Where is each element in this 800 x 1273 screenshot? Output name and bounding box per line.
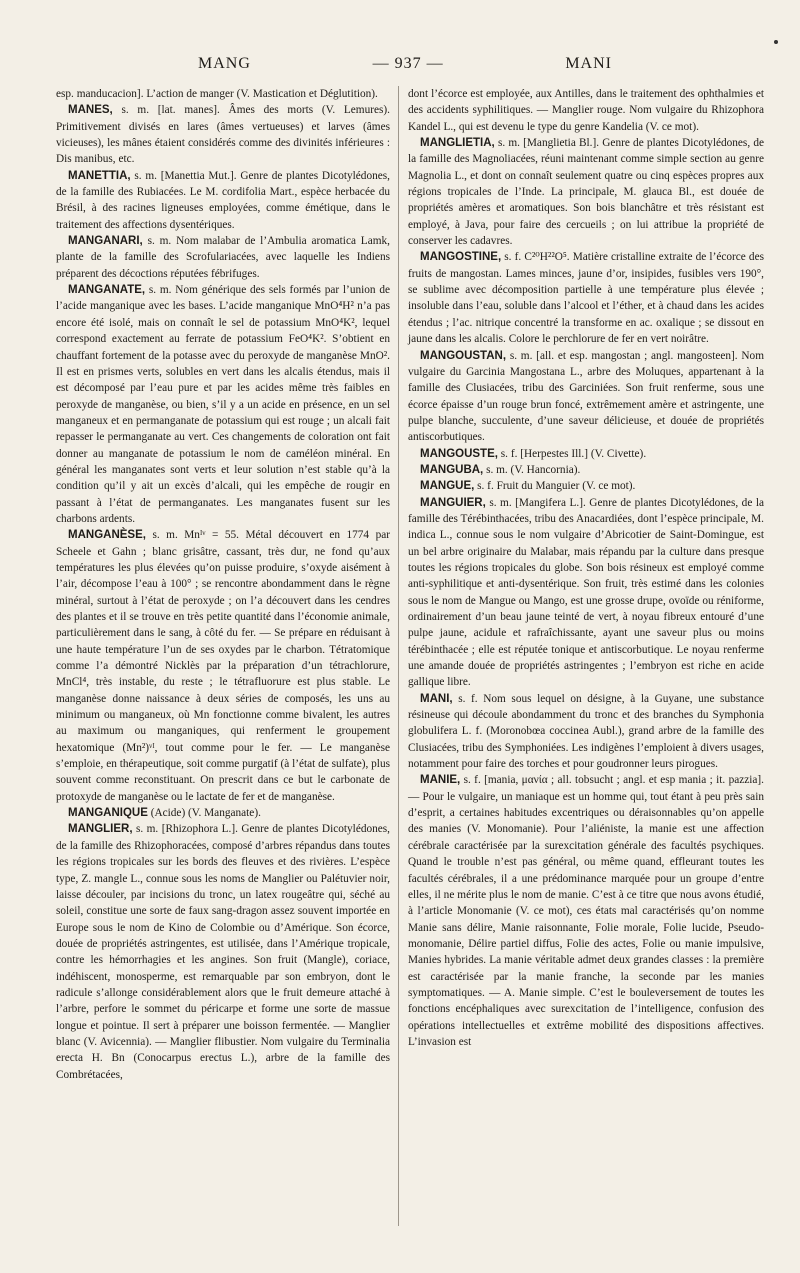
entry-text: s. m. (V. Hancornia). (486, 463, 581, 476)
header-right-guide-word: MANI (565, 55, 612, 72)
dictionary-entry (56, 527, 390, 805)
entry-headword: MANGANÈSE, (68, 529, 146, 542)
entry-text: s. m. [Rhizophora L.]. Genre de plantes Dicotylédones, de la famille des Rhizophoracées, composé d’arbres répandus dans toutes les régions tropicales sur les bords des fleuves et des rivières. L’espèce type, Z. mangle L., connue sous les noms de Manglier ou Palétuvier noir, laisse découler, par incisions du tronc, un latex rougeâtre qui, séché au soleil, constitue une sorte de faux sang-dragon assez souvent importée en Europe sous le nom de Kino de Colombie ou d’Amérique. Son écorce, douée de propriétés astringentes, est utilisée, dans l’Amérique tropicale, contre les hémorrhagies et les angines. Son fruit (Mangle), coriace, indéhiscent, monosperme, est remarquable par son embryon, dont le radicule s’allonge considérablement alors que le fruit demeure attaché à l’arbre, perfore le sommet du péricarpe et forme une sorte de massue longue et pointue. Il sert à préparer une boisson fermentée. — Manglier blanc (V. Avicennia). — Manglier flibustier. Nom vulgaire du Terminalia erecta H. Bn (Conocarpus erectus L.), arbre de la famille des Combrétacées, (56, 823, 391, 1081)
entry-text: s. m. Nom malabar de l’Ambulia aromatica Lamk, plante de la famille des Scrofulariacées, avec laquelle les Indiens préparent des décoctions réputées fébrifuges. (56, 235, 390, 280)
entry-text: (Acide) (V. Manganate). (150, 807, 261, 820)
header-left-guide-word: MANG (198, 55, 251, 72)
dictionary-entry (56, 233, 390, 282)
dictionary-entry (408, 495, 764, 691)
dictionary-entry (408, 462, 764, 478)
column-divider (398, 86, 399, 1226)
running-header (56, 50, 760, 78)
entry-text: s. m. [Manglietia Bl.]. Genre de plantes Dicotylédones, de la famille des Magnoliacées, réuni maintenant comme simple section au genre Magnolia L., et dont on connaît seulement quatre ou cinq espèces propres aux régions tropicales de l’Inde. La principale, M. glauca Bl., est douée de propriétés amères et aromatiques. Son bois blanchâtre et très résistant est employé, à Java, pour faire des cercueils ; on lui attribue la propriété de conserver les cadavres. (408, 137, 764, 248)
ink-dot (774, 40, 778, 44)
entry-text: s. f. Nom sous lequel on désigne, à la Guyane, une substance résineuse qui découle abondamment du tronc et des branches du Symphonia globulifera L. f. (Moronobœa coccinea Aubl.), grand arbre de la famille des Clusiacées, tribu des Symphoniées. Les indigènes l’emploient à divers usages, notamment pour faire des torches et pour goudronner leurs pirogues. (408, 692, 764, 771)
entry-text: s. f. Fruit du Manguier (V. ce mot). (477, 480, 636, 493)
entry-headword: MANGUE, (420, 480, 475, 493)
entry-text: s. m. Nom générique des sels formés par l’union de l’acide manganique avec les bases. L’acide manganique MnO⁴H² n’a pas encore été isolé, mais on connaît le sel de potassium MnO⁴K², lequel correspond exactement au ferrate de potassium FeO⁴K². S’obtient en chauffant fortement de la potasse avec du peroxyde de manganèse MnO². Il est en prismes verts, solubles en vert dans les alcalis étendus, mais il est décomposé par l’eau pure et par les acides même très faibles en peroxyde de manganèse, ou bien, s’il y a un acide en présence, en un sel manganeux et en permanganate de potassium qui est rouge ; un alcali fait repasser le permanganate au vert. Ces changements de coloration ont fait donner au manganate de potassium le nom de caméléon minéral. En général les manganates sont verts et leur solution n’est stable qu’à la condition qu’il y ait un excès d’alcali, qui les empêche de rougir en passant à l’état de permanganates. Les manganates fusent sur les charbons ardents. (56, 284, 390, 525)
entry-headword: MANGLIER, (68, 823, 133, 836)
entry-headword: MANETTIA, (68, 169, 131, 182)
entry-headword: MANES, (68, 104, 113, 117)
entry-headword: MANGANARI, (68, 235, 143, 248)
entry-headword: MANGANIQUE (68, 807, 148, 820)
entry-headword: MANGUBA, (420, 463, 484, 476)
dictionary-entry (56, 805, 390, 821)
entry-text: s. m. [Manettia Mut.]. Genre de plantes Dicotylédones, de la famille des Rubiacées. Le M. cordifolia Mart., espèce herbacée du Brésil, à des racines ligneuses employées, comme émétique, dans le traitement des affections dysentériques. (56, 169, 390, 231)
entry-text: esp. manducacion]. L’action de manger (V. Mastication et Déglutition). (56, 88, 378, 100)
dictionary-entry (408, 348, 764, 446)
dictionary-entry (56, 102, 390, 167)
entry-headword: MANGLIETIA, (420, 137, 495, 150)
entry-text: s. f. [Herpestes Ill.] (V. Civette). (500, 447, 647, 460)
entry-text: s. m. Mnᴵᵛ = 55. Métal découvert en 1774 par Scheele et Gahn ; blanc grisâtre, cassant, très dur, ne fond qu’aux températures les plus élevées qu’on puisse produire, s’oxyde aisément à l’air, décompose l’eau à 100° ; se rencontre abondamment dans le règne minéral, surtout à l’état de peroxyde ; on l’a découvert dans les cendres des plantes et il se trouve en très petite quantité dans l’économie animale, particulièrement dans le sang, à côté du fer. — Se prépare en réduisant à une haute température l’un de ses oxydes par le charbon. Tétratomique comme l’a démontré Nicklès par la préparation d’un tétrachlorure, MnCl⁴, très instable, du reste ; le tétrafluorure est plus stable. Le manganèse donne naissance à deux séries de composés, les uns au minimum ou manganeux, où Mn fonctionne comme bivalent, les autres au maximum ou manganiques, qui renferment le groupement hexatomique (Mn²)ᵛᴵ, tout comme pour le fer. — Le manganèse s’emploie, en thérapeutique, soit comme purgatif (à l’état de sulfate), plus souvent comme reconstituant. On prescrit dans ce but le carbonate de protoxyde de manganèse ou le lactate de fer et de manganèse. (56, 529, 390, 803)
entry-text: s. f. [mania, μανία ; all. tobsucht ; angl. et esp mania ; it. pazzia]. — Pour le vulgaire, un maniaque est un homme qui, tout étant à peu près sain d’esprit, a certaines habitudes excentriques ou déraisonnables qu’on appelle des manies (V. Monomanie). Pour l’aliéniste, la manie est une affection cérébrale caractérisée par la surexcitation générale des facultés psychiques. Quand le trouble n’est pas général, ou même quand, effleurant toutes les facultés cérébrales, il a une prédominance marquée pour un groupe d’entre elles, il ne mérite plus le nom de manie. C’est à ce titre que nous avons étudié, à l’article Monomanie (V. ce mot), ces états mal caractérisés qu’on nomme Manie sans délire, Manie raisonnante, Folie morale, Folie lucide, Pseudo-monomanie, Délire partiel diffus, Folie des actes, Folie ou manie impulsive, Manies hybrides. La manie véritable admet deux grandes classes : la première est caractérisée par la manie franche, la seconde par les manies symptomatiques. — A. Manie simple. C’est le bouleversement de toutes les fonctions encéphaliques avec surexcitation de l’intelligence, confusion des opérations intellectuelles et extrême mobilité des dispositions affectives. L’invasion est (408, 774, 764, 1048)
right-column (408, 86, 764, 1050)
entry-text: dont l’écorce est employée, aux Antilles, dans le traitement des ophthalmies et des accidents syphilitiques. — Manglier rouge. Nom vulgaire du Rhizophora Kandel L., qui est devenu le type du genre Kandelia (V. ce mot). (408, 88, 764, 133)
entry-headword: MANGUIER, (420, 496, 486, 509)
entry-headword: MANI, (420, 692, 453, 705)
dictionary-entry (408, 135, 764, 249)
dictionary-entry (408, 446, 764, 462)
dictionary-entry (408, 772, 764, 1050)
page-number: — 937 — (372, 55, 444, 72)
entry-headword: MANIE, (420, 774, 461, 787)
entry-headword: MANGOUSTAN, (420, 349, 507, 362)
entry-headword: MANGOUSTE, (420, 447, 498, 460)
dictionary-entry (408, 691, 764, 773)
left-column (56, 86, 390, 1083)
entry-text: s. f. C²⁰H²²O⁵. Matière cristalline extraite de l’écorce des fruits de mangostan. Lames minces, jaune d’or, insipides, fusibles vers 190°, se sublime avec décomposition partielle à une température plus élevée ; insoluble dans l’eau, soluble dans l’alcool et l’éther, et à chaud dans les acides étendus ; l’ac. nitrique concentré la transforme en ac. oxalique ; se dissout en jaune dans les alcalis. Colore le perchlorure de fer en vert noirâtre. (408, 251, 764, 346)
entry-headword: MANGANATE, (68, 284, 146, 297)
entry-headword: MANGOSTINE, (420, 251, 502, 264)
dictionary-entry (408, 478, 764, 494)
dictionary-entry (56, 168, 390, 233)
dictionary-entry (408, 249, 764, 347)
dictionary-entry (56, 86, 390, 102)
dictionary-entry (56, 282, 390, 527)
entry-text: s. m. [all. et esp. mangostan ; angl. mangosteen]. Nom vulgaire du Garcinia Mangostana L., arbre des Moluques, appartenant à la famille des Clusiacées, tribu des Garciniées. Son fruit renferme, sous une écorce épaisse d’un rouge brun foncé, extrêmement amère et astringente, une pulpe blanche, succulente, d’une saveur délicieuse, et douée de propriétés antiscorbutiques. (408, 349, 764, 444)
entry-text: s. m. [lat. manes]. Âmes des morts (V. Lemures). Primitivement divisés en lares (âmes vertueuses) et larves (âmes vicieuses), les mânes étaient considérés comme des divinités inférieures : Dis manibus, etc. (56, 104, 390, 166)
dictionary-entry (408, 86, 764, 135)
dictionary-entry (56, 821, 390, 1083)
entry-text: s. m. [Mangifera L.]. Genre de plantes Dicotylédones, de la famille des Térébinthacées, tribu des Anacardiées, dont l’espèce principale, M. indica L., connue sous le nom vulgaire d’Abricotier de Saint-Domingue, est un bel arbre originaire du Malabar, mais répandu par la culture dans presque toutes les régions tropicales du globe. Son bois résineux est employé comme anti-syphilitique et anti-dysentérique. Son fruit, très estimé dans les colonies sous le nom de Mangue ou Mango, est une grosse drupe, ovoïde ou réniforme, ordinairement d’un beau jaune teinté de vert, à noyau fibreux entouré d’une pulpe jaune, acidule et rafraîchissante, ayant une saveur plus ou moins térébinthacée ; elle est réputée tonique et antiscorbutique. Le noyau renferme une amande douée de propriétés astringentes ; l’embryon est riche en acide gallique libre. (408, 496, 764, 689)
